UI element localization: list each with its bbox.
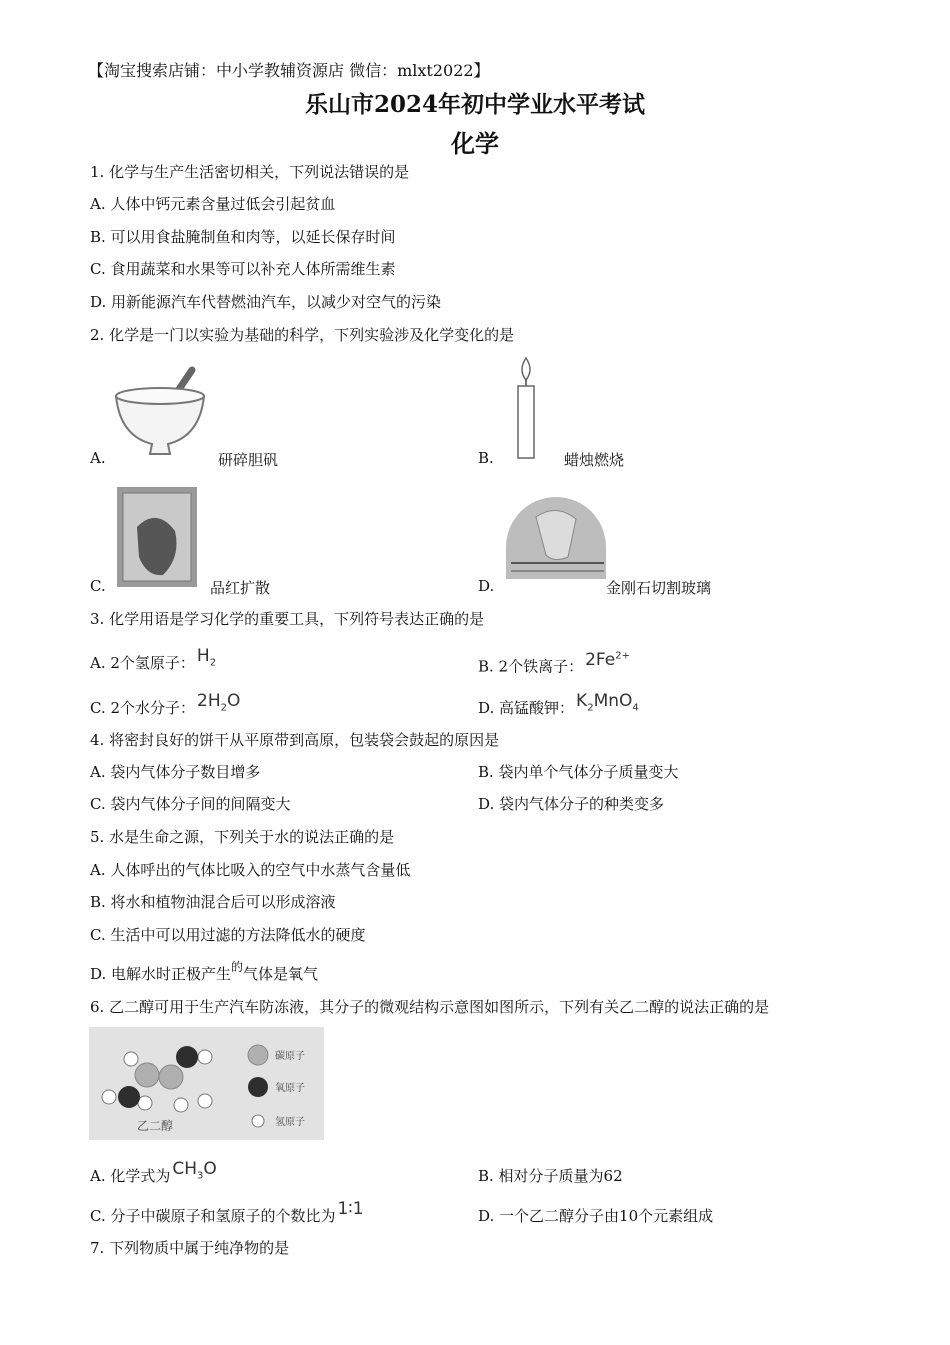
q6-option-d: D. 一个乙二醇分子由10个元素组成: [478, 1207, 714, 1225]
q2-option-b-label: B.: [478, 449, 494, 467]
q2-option-c-label: C.: [90, 577, 106, 595]
q4-stem: 4. 将密封良好的饼干从平原带到高原，包装袋会鼓起的原因是: [90, 731, 500, 749]
diagram-label: 乙二醇: [137, 1119, 174, 1133]
q6-option-a-formula: $CH_3O$: [172, 1159, 217, 1182]
q1-option-d: D. 用新能源汽车代替燃油汽车，以减少对空气的污染: [90, 293, 442, 311]
q5-option-b: B. 将水和植物油混合后可以形成溶液: [90, 893, 336, 911]
header-note: 【淘宝搜索店铺：中小学教辅资源店 微信：mlxt2022】: [88, 61, 490, 80]
q5-option-a: A. 人体呼出的气体比吸入的空气中水蒸气含量低: [90, 861, 411, 879]
q6-option-c: C. 分子中碳原子和氢原子的个数比为 1∶1: [90, 1199, 364, 1225]
q3-stem: 3. 化学用语是学习化学的重要工具，下列符号表达正确的是: [90, 610, 485, 628]
q1-option-b: B. 可以用食盐腌制鱼和肉等，以延长保存时间: [90, 228, 396, 246]
q2-option-a-label: A.: [90, 449, 106, 467]
mortar-pestle-image: [110, 362, 210, 462]
q2-option-d-label: D.: [478, 577, 495, 595]
q6-stem: 6. 乙二醇可用于生产汽车防冻液，其分子的微观结构示意图如图所示，下列有关乙二醇的说法正确的是: [90, 998, 770, 1016]
q5-option-d: D. 电解水时正极产生$^的$气体是氧气: [90, 960, 319, 983]
q3-option-c-label: C. 2个水分子：: [90, 699, 196, 717]
q1-stem: 1. 化学与生产生活密切相关，下列说法错误的是: [90, 163, 410, 181]
q3-option-d-formula: $K_2MnO_4$: [576, 691, 639, 714]
q3-option-b-label: B. 2个铁离子：: [478, 657, 584, 676]
q4-option-a: A. 袋内气体分子数目增多: [90, 763, 261, 781]
q6-option-a: A. 化学式为 $CH_3O$: [90, 1159, 217, 1185]
q2-stem: 2. 化学是一门以实验为基础的科学，下列实验涉及化学变化的是: [90, 326, 515, 344]
legend-c-swatch: [248, 1045, 268, 1065]
q2-option-a-text: 研碎胆矾: [218, 451, 279, 469]
c-atom: [135, 1063, 159, 1087]
q4-option-c: C. 袋内气体分子间的间隔变大: [90, 795, 291, 813]
q3-option-b: [478, 649, 630, 677]
q5-option-c: C. 生活中可以用过滤的方法降低水的硬度: [90, 926, 366, 944]
h-atom: [198, 1050, 212, 1064]
q6-option-b: B. 相对分子质量为62: [478, 1167, 623, 1185]
q3-option-c-formula: $2H_2O$: [197, 691, 241, 714]
q6-option-c-ratio: 1∶1: [337, 1199, 364, 1219]
q4-option-b: B. 袋内单个气体分子质量变大: [478, 763, 679, 781]
q4-option-d: D. 袋内气体分子的种类变多: [478, 795, 665, 813]
q5-stem: 5. 水是生命之源，下列关于水的说法正确的是: [90, 828, 395, 846]
diamond-cutting-glass-image: [506, 497, 606, 579]
o-atom: [118, 1086, 140, 1108]
q3-option-a: [90, 646, 217, 680]
q3-option-a-label: A. 2个氢原子：: [90, 654, 195, 672]
h-atom: [138, 1096, 152, 1110]
candle-body: [518, 386, 534, 458]
mortar-rim: [116, 388, 204, 404]
q7-stem: 7. 下列物质中属于纯净物的是: [90, 1239, 290, 1257]
q2-option-d-text: 金刚石切割玻璃: [606, 579, 712, 597]
legend-o-label: 氧原子: [275, 1083, 305, 1094]
legend-o-swatch: [248, 1077, 268, 1097]
page-subtitle: 化学: [451, 129, 499, 158]
q3-option-d: [478, 691, 639, 725]
h-atom: [102, 1090, 116, 1104]
q3-option-d-label: D. 高锰酸钾：: [478, 699, 575, 717]
candle-image: [508, 356, 544, 462]
q1-option-c: C. 食用蔬菜和水果等可以补充人体所需维生素: [90, 260, 396, 278]
q2-option-c-text: 品红扩散: [210, 579, 271, 597]
o-atom: [176, 1046, 198, 1068]
h-atom: [174, 1098, 188, 1112]
legend-c-label: 碳原子: [275, 1051, 305, 1062]
q1-option-a: A. 人体中钙元素含量过低会引起贫血: [90, 195, 336, 213]
page-title: 乐山市2024年初中学业水平考试: [304, 91, 645, 118]
fuchsine-diffusion-image: [117, 487, 197, 587]
q3-option-b-formula: $2Fe^{2+}$: [585, 649, 630, 670]
q2-option-b-text: 蜡烛燃烧: [564, 451, 625, 469]
legend-h-swatch: [252, 1115, 264, 1127]
candle-flame: [522, 358, 530, 380]
q3-option-c: [90, 691, 241, 725]
legend-h-label: 氢原子: [275, 1117, 305, 1128]
q3-option-a-formula: $H_2$: [196, 646, 217, 669]
h-atom: [198, 1094, 212, 1108]
h-atom: [124, 1052, 138, 1066]
ethylene-glycol-diagram: [89, 1027, 324, 1140]
c-atom: [159, 1065, 183, 1089]
